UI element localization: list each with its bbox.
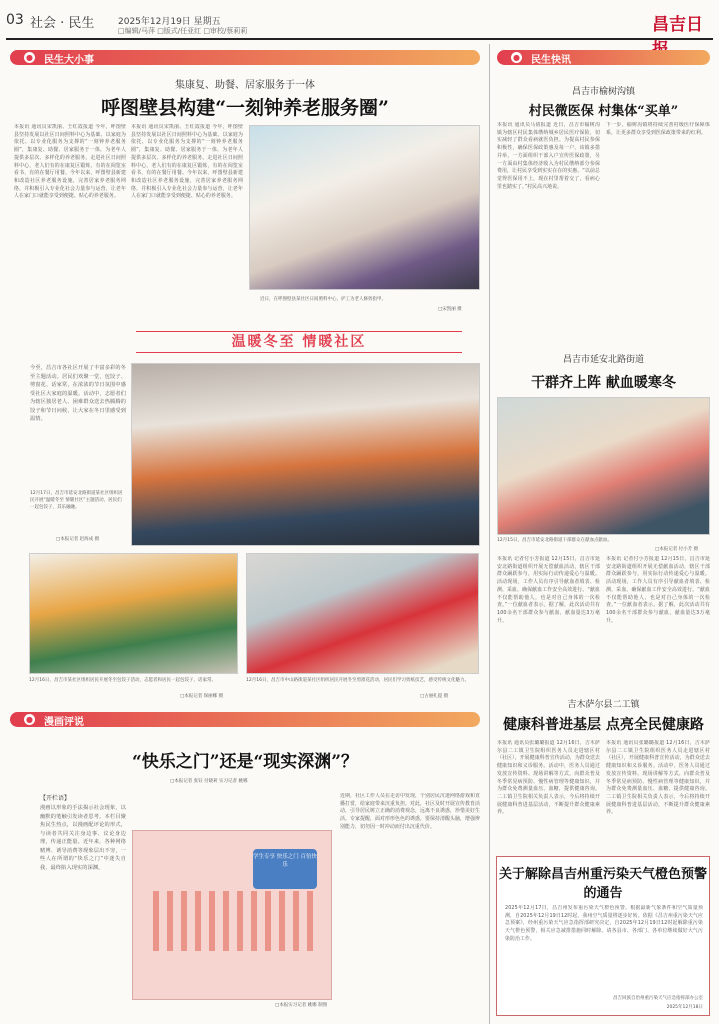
newspaper-logo: 昌吉日	[652, 15, 703, 35]
issue-date: 2025年12月19日 星期五	[118, 17, 221, 27]
section-banner-label: 民生快讯	[531, 55, 571, 66]
article-headline: 村民微医保 村集体“买单”	[528, 104, 679, 119]
commentary-intro: 漫画以形象的手法揭示社会现象，以幽默的笔触引发读者思考。本栏目聚焦民生热点，以漫画配评论的形式，与读者共同关注身边事、议论身边理，传递正能量。近年来，各种网络赌博、诱导消费等现象层出不穷，一些人在所谓的“快乐之门”中迷失自我，最终陷入现实的深渊。	[40, 805, 126, 871]
elder-care-photo	[249, 125, 480, 290]
photo-credit: □古丽扎提 摄	[420, 694, 449, 699]
section-banner-cartoon	[10, 712, 480, 727]
photo-credit: □本报记者 保丽娜 摄	[180, 694, 224, 699]
photo-caption: 近日，在呼图壁县某社区日间照料中心，护工为老人修剪指甲。	[260, 297, 386, 302]
article-body-col1: 本报讯 通讯员张璐璐报道 12月16日，吉木萨尔县二工镇卫生院组织医务人员走进辖区村（社区），开展健康科普宣传活动，为群众送去健康知识和义诊服务。活动中，医务人员通过发放宣传资料、现场讲解等方式，向群众普及冬季常见病预防、慢性病管理等健康知识，并为群众免费测量血压、血糖，提供健康咨询。二工镇卫生院相关负责人表示，今后将持续开展健康科普进基层活动，不断提升群众健康素养。	[497, 740, 600, 816]
section-banner-label: 漫画评说	[44, 717, 84, 728]
article-body-col1: 本报讯 记者付小芳报道 12月15日，昌吉市延安北路街道组织开展无偿献血活动，辖区干部群众踊跃参与，用实际行动传递爱心与温暖。活动现场，工作人员有序引导献血者填表、检测、采血，确保献血工作安全高效进行。“献血不仅能帮助他人，也是对自己身体的一次检查。”一位献血者表示。据了解，此次活动共有100余名干部群众参与献血，献血量达3万毫升。	[497, 556, 600, 624]
article-kicker: 集康复、助餐、居家服务于一体	[175, 80, 315, 91]
dot-icon: ●	[24, 714, 35, 725]
photo-credit: □本报记者 赵海成 摄	[56, 537, 100, 542]
column-divider	[489, 44, 490, 364]
photo-caption: 12月17日，昌吉市延安北路街道某社区组织居民开展“温暖冬至 情暖社区”主题活动，居民们一起包饺子，其乐融融。	[30, 491, 123, 510]
photo-caption: 12月16日，昌吉市中山路街道某社区组织居民开展冬至剪窗花活动，居民们学习剪纸技艺，感受传统文化魅力。	[246, 678, 469, 683]
page-number: 03	[6, 12, 24, 28]
commentary-byline: □本报记者 张钰 付晓莉 实习记者 姚娜	[170, 779, 248, 784]
blood-donation-photo	[497, 397, 710, 535]
cartoon-illustration	[132, 830, 332, 1000]
commentary-headline: “快乐之门”还是“现实深渊”？	[131, 752, 359, 772]
article-body-col2: 下一步，榆树沟镇将持续完善村级医疗保障体系，让更多群众享受到医保政策带来的红利。	[606, 122, 710, 136]
notice-date: 2025年12月18日	[666, 1005, 703, 1010]
photo-caption: 12月15日，昌吉市延安北路街道干部群众在献血点献血。	[497, 538, 612, 543]
notice-title: 关于解除昌吉州重污染天气橙色预警的通告	[498, 867, 707, 901]
photo-credit: □本报记者 付小芳 摄	[655, 547, 699, 552]
commentary-body: 近期，社区工作人员在走访中发现，个别居民沉迷网络游戏和直播打赏，给家庭带来沉重负担。对此，社区及时开展宣传教育活动，引导居民树立正确的消费观念，远离不良诱惑，珍惜美好生活。专家提醒，面对形形色色的诱惑，要保持清醒头脑，增强辨别能力，切勿因一时冲动而付出沉重代价。	[340, 793, 480, 830]
public-notice	[496, 856, 710, 1016]
section-banner-label: 民生大小事	[44, 55, 94, 66]
article-body-col2: 本报讯 记者付小芳报道 12月15日，昌吉市延安北路街道组织开展无偿献血活动，辖区干部群众踊跃参与，用实际行动传递爱心与温暖。活动现场，工作人员有序引导献血者填表、检测、采血，确保献血工作安全高效进行。“献血不仅能帮助他人，也是对自己身体的一次检查。”一位献血者表示。据了解，此次活动共有100余名干部群众参与献血，献血量达3万毫升。	[606, 556, 710, 624]
cartoon-figures	[153, 891, 313, 951]
dumpling-photo-large	[131, 363, 480, 546]
article-location: 昌吉市榆树沟镇	[571, 87, 635, 97]
dot-icon: ●	[511, 52, 522, 63]
cartoon-credit: □本报实习记者 姚娜 制图	[275, 1003, 328, 1008]
article-headline: 干群齐上阵 献血暖寒冬	[531, 375, 676, 391]
cartoon-phone-sign: 学生专享 快乐之门 百倍快乐	[253, 849, 317, 889]
article-body-col2: 本报讯 通讯员张璐璐报道 12月16日，吉木萨尔县二工镇卫生院组织医务人员走进辖区村（社区），开展健康科普宣传活动，为群众送去健康知识和义诊服务。活动中，医务人员通过发放宣传资料、现场讲解等方式，向群众普及冬季常见病预防、慢性病管理等健康知识，并为群众免费测量血压、血糖，提供健康咨询。二工镇卫生院相关负责人表示，今后将持续开展健康科普进基层活动，不断提升群众健康素养。	[606, 740, 710, 816]
column-divider	[489, 362, 490, 1024]
photo-caption: 12月16日，昌吉市某社区组织居民开展冬至包饺子活动，志愿者和居民一起包饺子、话家常。	[29, 678, 216, 683]
section-banner-news	[497, 50, 710, 65]
article-location: 吉木萨尔县二工镇	[567, 700, 640, 710]
editor-credits: □编辑/马萍 □版式/任亚红 □审校/蔡莉莉	[118, 27, 248, 35]
column-opener: 【开栏语】	[40, 795, 71, 802]
article-body-col2: 本报讯 通讯员宋凯丽、王红霞报道 今年，呼图壁县坚持发展以社区日间照料中心为基础、以家庭为依托、以专业化服务为支撑的“一刻钟养老服务圈”，集康复、助餐、居家服务于一体，为老年人提供多层次、多样化的养老服务。走进社区日间照料中心，老人们有的在康复区锻炼，有的在阅览室看书，有的在餐厅用餐。今年以来，呼图壁县新建和改造社区养老服务设施，完善居家养老服务网络，并积极引入专业化社会力量参与运营，让老年人在家门口就能享受到便捷、贴心的养老服务。	[131, 124, 243, 200]
section-banner-solstice: 温暖冬至 情暖社区	[136, 331, 462, 353]
article-headline: 呼图壁县构建“一刻钟养老服务圈”	[101, 97, 389, 119]
article-headline: 健康科普进基层 点亮全民健康路	[503, 717, 704, 733]
article-body-col1: 本报讯 通讯员马倩报道 近日，昌吉市榆树沟镇为辖区村民集体缴纳城乡居民医疗保险，切实减轻了群众看病就医负担。为提高村民参保积极性，确保医保政策惠及每一户，该镇多措并举，一方面组织干部入户宣传医保政策，另一方面由村集体经济收入为村民缴纳部分参保费用，让村民享受到实实在在的实惠。“以前总觉得医保用不上，现在村里帮着交了，看病心里也踏实了。”村民高兴地说。	[497, 122, 600, 190]
section-name: 社会 · 民生	[30, 16, 95, 31]
header-rule	[6, 38, 713, 40]
notice-body: 2025年12月17日，昌吉州发布重污染天气橙色预警。根据最新气象条件和空气质量预测，自2025年12月19日12时起，我州空气质量将逐步好转。依据《昌吉州重污染天气应急预案》，经州重污染天气应急指挥部研究决定，自2025年12月19日12时起解除重污染天气橙色预警，相关应急减排措施同时解除。请各县市、各部门、各单位继续做好大气污染防治工作。	[505, 905, 703, 942]
article-location: 昌吉市延安北路街道	[562, 355, 644, 365]
article-body-col1: 本报讯 通讯员宋凯丽、王红霞报道 今年，呼图壁县坚持发展以社区日间照料中心为基础、以家庭为依托、以专业化服务为支撑的“一刻钟养老服务圈”，集康复、助餐、居家服务于一体，为老年人提供多层次、多样化的养老服务。走进社区日间照料中心，老人们有的在康复区锻炼，有的在阅览室看书，有的在餐厅用餐。今年以来，呼图壁县新建和改造社区养老服务设施，完善居家养老服务网络，并积极引入专业化社会力量参与运营，让老年人在家门口就能享受到便捷、贴心的养老服务。	[14, 124, 126, 200]
solstice-intro: 今至，昌吉市各社区开展了丰富多彩的冬至主题活动。居民们欢聚一堂，包饺子、剪窗花、话家常，在浓浓的节日氛围中感受社区大家庭的温暖。活动中，志愿者们为辖区独居老人、困难群众送去热腾腾的饺子和节日问候，让大家在冬日里感受到温情。	[30, 365, 126, 422]
dot-icon: ●	[24, 52, 35, 63]
photo-credit: □宋凯丽 摄	[438, 307, 462, 312]
dumpling-photo-small	[29, 553, 238, 674]
section-banner-livelihood	[10, 50, 480, 65]
notice-issuer: 昌吉回族自治州重污染天气应急指挥部办公室	[613, 996, 703, 1001]
paper-cutting-photo	[246, 553, 479, 674]
